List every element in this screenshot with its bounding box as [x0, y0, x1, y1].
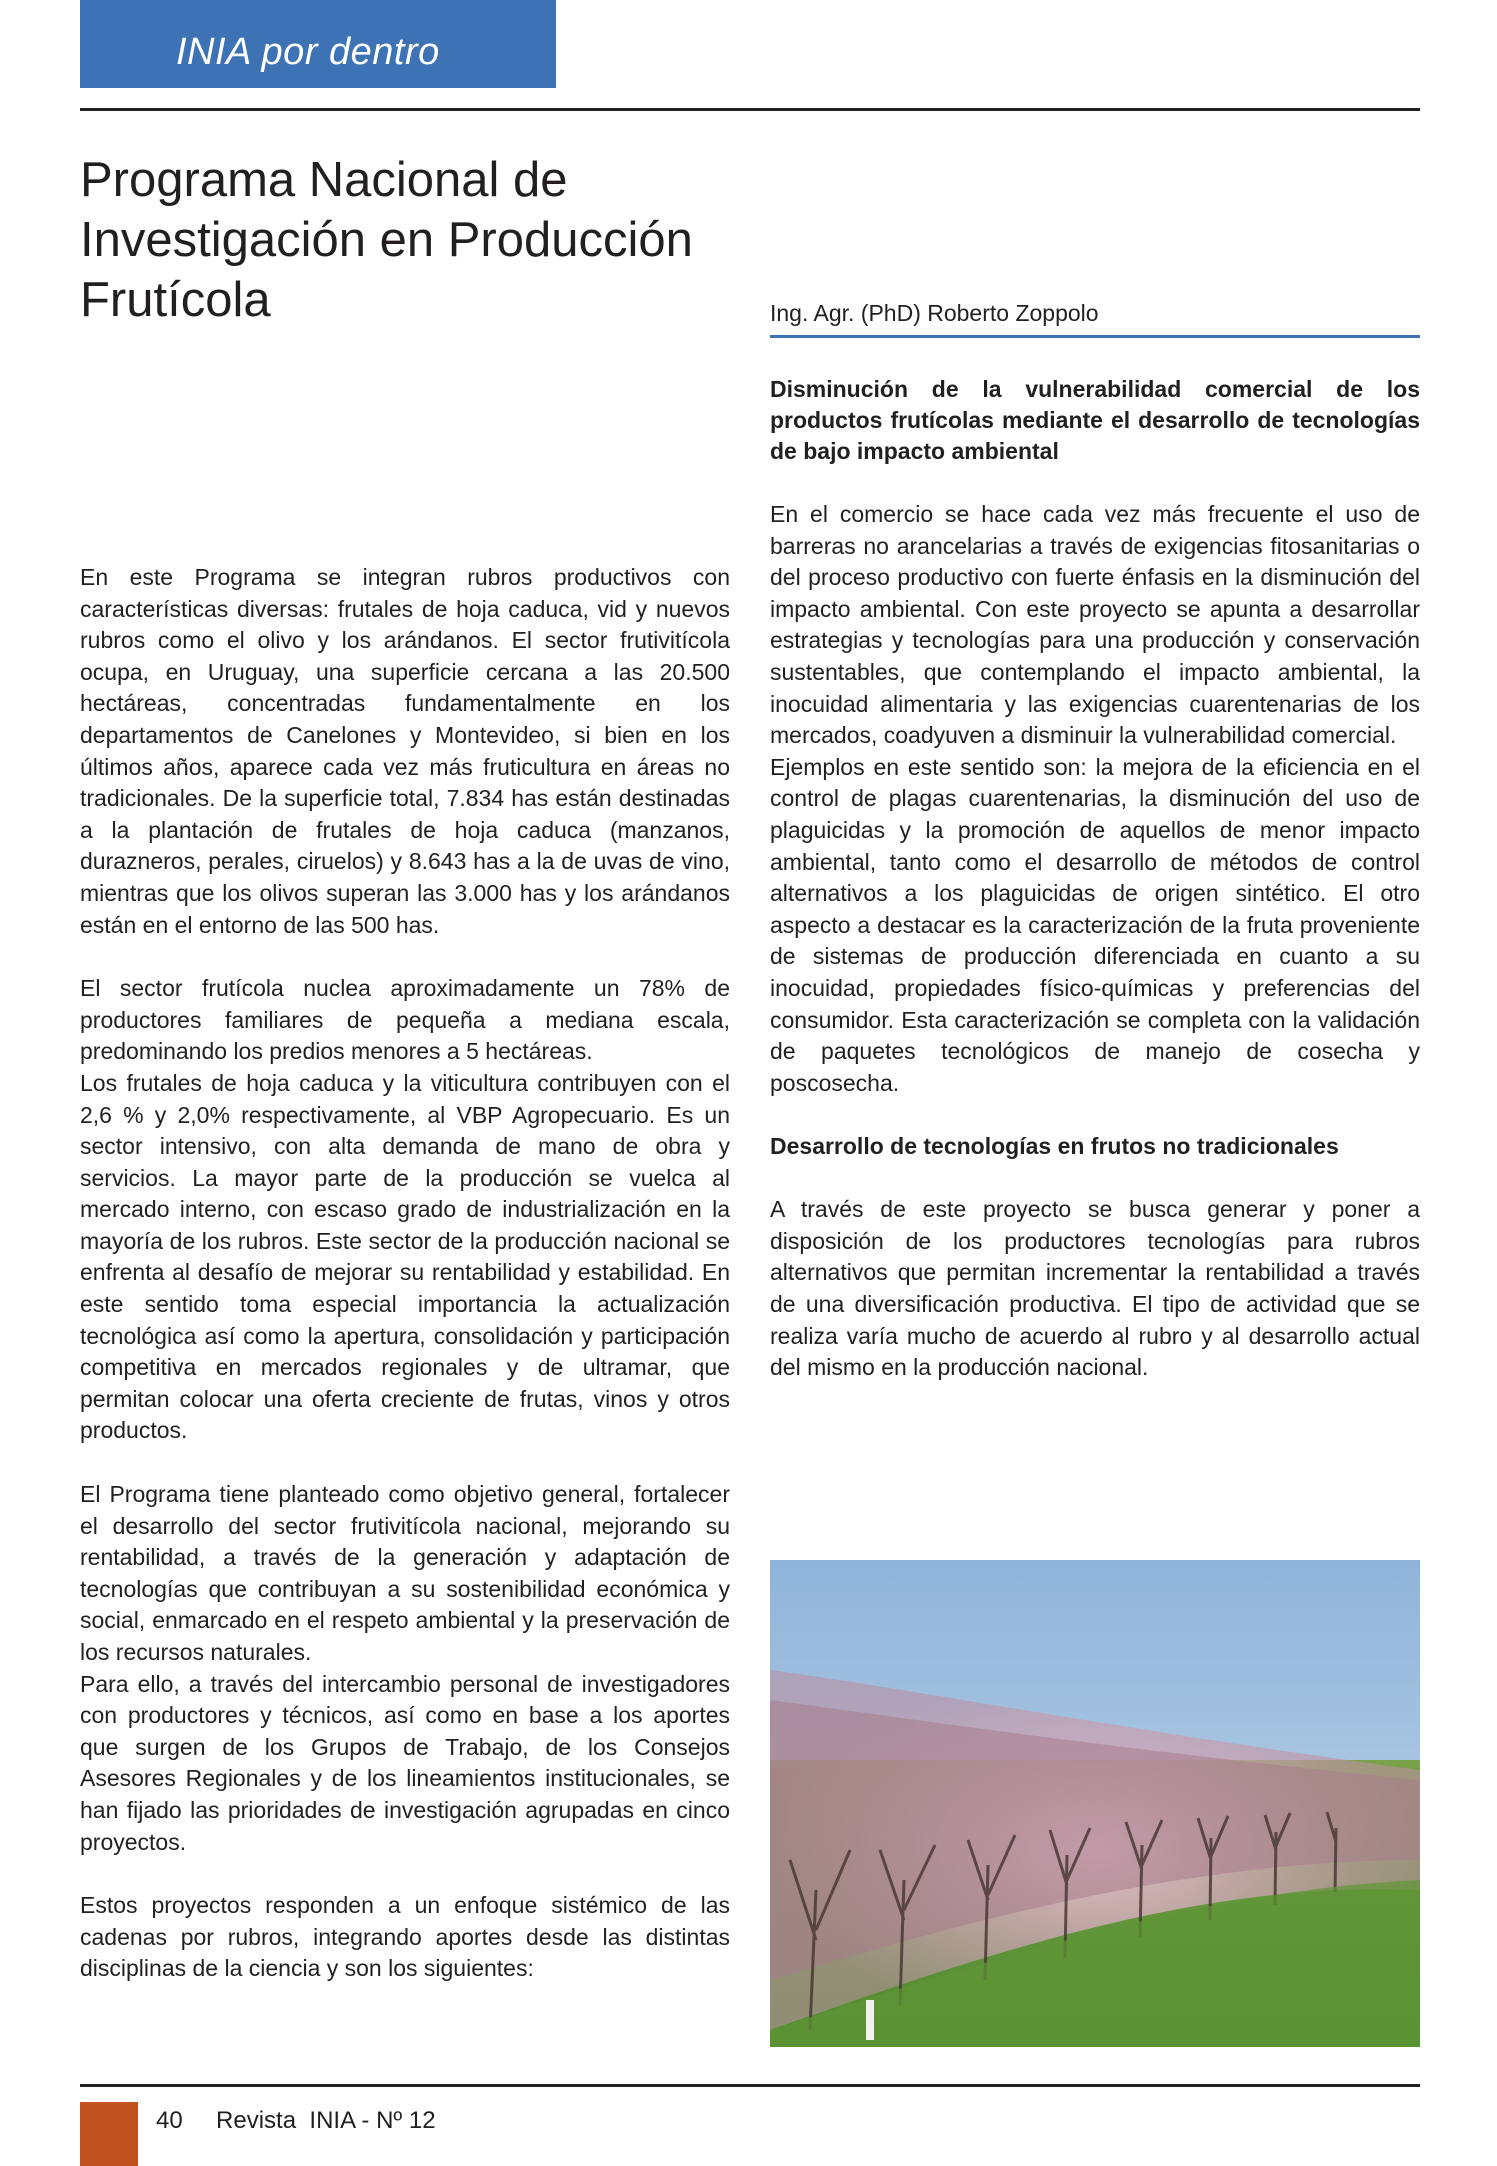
section-tab	[80, 0, 556, 88]
section-label: INIA por dentro	[176, 31, 440, 73]
top-rule	[80, 108, 1420, 111]
paragraph: En el comercio se hace cada vez más frecuente el uso de barreras no arancelarias a través de exigencias fitosanitarias o del proceso productivo con fuerte énfasis en la disminución del impacto ambiental. Con este proyecto se apunta a desarrollar estrategias y tecnologías para una producción y conservación sustentables, que contemplando el impacto ambiental, la inocuidad alimentaria y las exigencias cuarentenarias de los mercados, coadyuven a disminuir la vulnerabilidad comercial.	[770, 501, 1420, 749]
bottom-rule	[80, 2084, 1420, 2087]
article-author: Ing. Agr. (PhD) Roberto Zoppolo	[770, 300, 1099, 326]
page-number: 40	[156, 2107, 183, 2134]
paragraph: El Programa tiene planteado como objetivo general, fortalecer el desarrollo del sector frutivitícola nacional, mejorando su rentabilidad, a través de la generación y adaptación de tecnologías que contribuyan a su sostenibilidad económica y social, enmarcado en el respeto ambiental y la preservación de los recursos naturales.	[80, 1481, 730, 1665]
paragraph: Ejemplos en este sentido son: la mejora de la eficiencia en el control de plagas cuarentenarias, la disminución del uso de plaguicidas y la promoción de aquellos de menor impacto ambiental, tanto como el desarrollo de métodos de control alternativos a los plaguicidas de origen sintético. El otro aspecto a destacar es la caracterización de la fruta proveniente de sistemas de producción diferenciada en cuanto a su inocuidad, propiedades físico-químicas y preferencias del consumidor. Esta caracterización se completa con la validación de paquetes tecnológicos de manejo de cosecha y poscosecha.	[770, 753, 1420, 1096]
paragraph: Los frutales de hoja caduca y la viticultura contribuyen con el 2,6 % y 2,0% respectivamente, al VBP Agropecuario. Es un sector intensivo, con alta demanda de mano de obra y servicios. La mayor parte de la producción se vuelca al mercado interno, con escaso grado de industrialización en la mayoría de los rubros. Este sector de la producción nacional se enfrenta al desafío de mejorar su rentabilidad y estabilidad. En este sentido toma especial importancia la actualización tecnológica así como la apertura, consolidación y participación competitiva en mercados regionales y de ultramar, que permitan colocar una oferta creciente de frutas, vinos y otros productos.	[80, 1069, 730, 1444]
author-rule	[770, 335, 1420, 338]
orchard-photo	[770, 1560, 1420, 2047]
paragraph: Para ello, a través del intercambio personal de investigadores con productores y técnicos, así como en base a los aportes que surgen de los Grupos de Trabajo, de los Consejos Asesores Regionales y de los lineamientos institucionales, se han fijado las prioridades de investigación agrupadas en cinco proyectos.	[80, 1670, 730, 1855]
paragraph: En este Programa se integran rubros productivos con características diversas: frutales de hoja caduca, vid y nuevos rubros como el olivo y los arándanos. El sector frutivitícola ocupa, en Uruguay, una superficie cercana a las 20.500 hectáreas, concentradas fundamentalmente en los departamentos de Canelones y Montevideo, si bien en los últimos años, aparece cada vez más fruticultura en áreas no tradicionales. De la superficie total, 7.834 has están destinadas a la plantación de frutales de hoja caduca (manzanos, durazneros, perales, ciruelos) y 8.643 has a la de uvas de vino, mientras que los olivos superan las 3.000 has y los arándanos están en el entorno de las 500 has.	[80, 564, 730, 938]
subheading: Disminución de la vulnerabilidad comercial de los productos frutícolas mediante el desarrollo de tecnologías de bajo impacto ambiental	[770, 376, 1420, 464]
page-color-block	[80, 2102, 138, 2166]
publication-name: Revista INIA - Nº 12	[216, 2107, 436, 2134]
paragraph: El sector frutícola nuclea aproximadamente un 78% de productores familiares de pequeña a mediana escala, predominando los predios menores a 5 hectáreas.	[80, 975, 730, 1065]
left-column	[80, 562, 730, 1985]
right-column	[770, 374, 1420, 1384]
article-title: Programa Nacional de Investigación en Producción Frutícola	[80, 153, 693, 327]
footer	[156, 2107, 436, 2135]
paragraph: A través de este proyecto se busca generar y poner a disposición de los productores tecnologías para rubros alternativos que permitan incrementar la rentabilidad a través de una diversificación productiva. El tipo de actividad que se realiza varía mucho de acuerdo al rubro y al desarrollo actual del mismo en la producción nacional.	[770, 1196, 1420, 1381]
paragraph: Estos proyectos responden a un enfoque sistémico de las cadenas por rubros, integrando aportes desde las distintas disciplinas de la ciencia y son los siguientes:	[80, 1892, 730, 1982]
subheading: Desarrollo de tecnologías en frutos no tradicionales	[770, 1133, 1339, 1160]
